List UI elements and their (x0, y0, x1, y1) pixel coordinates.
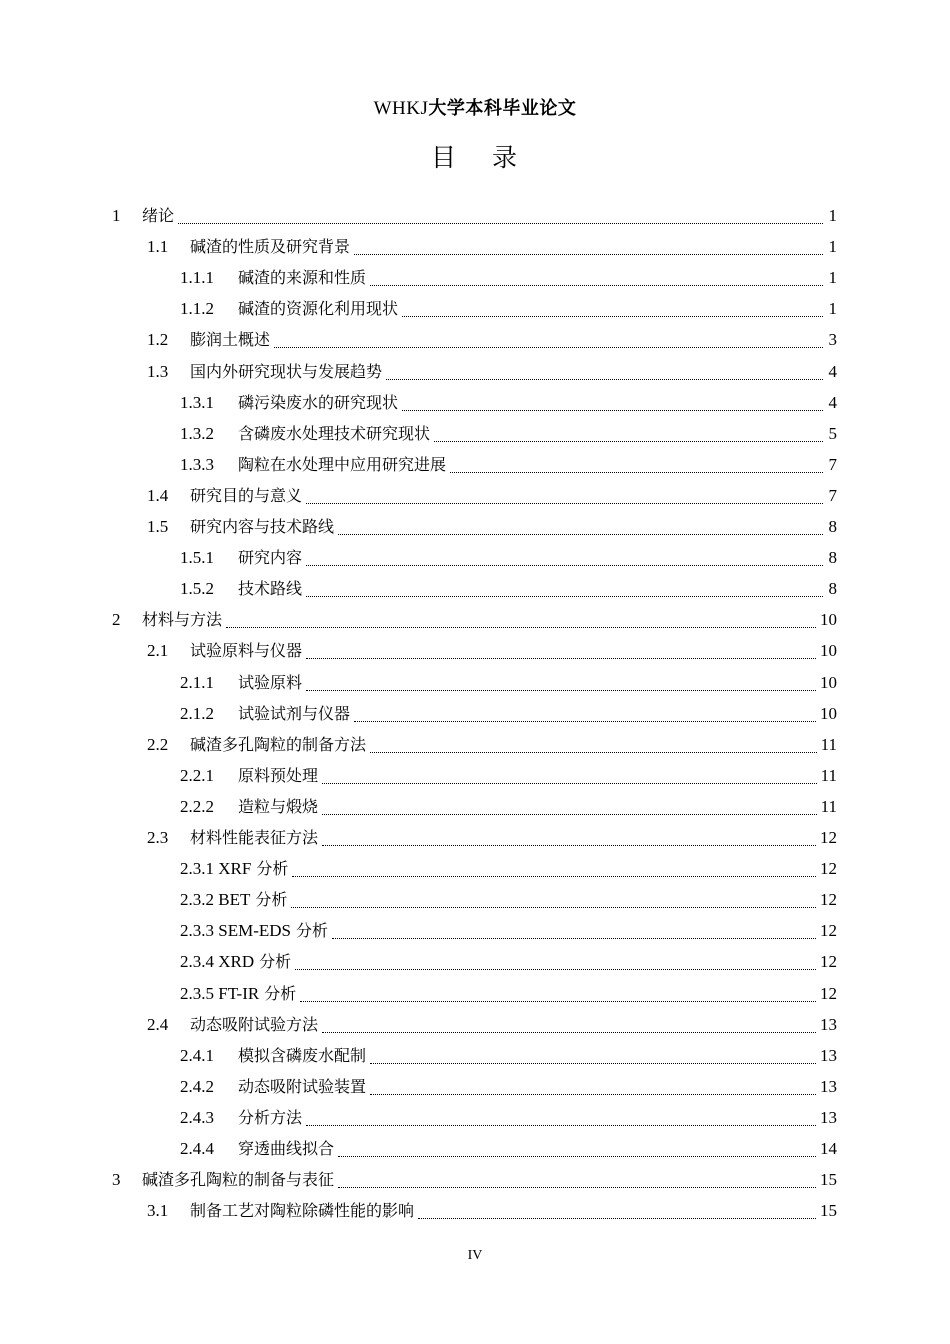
dot-leader (370, 1093, 816, 1095)
toc-entry-number: 1.4 (147, 485, 169, 505)
toc-entry-page: 13 (820, 1107, 837, 1127)
toc-entry-title: 分析 (255, 890, 288, 910)
toc-entry-title: 分析方法 (238, 1107, 303, 1127)
toc-entry-number: 2.1.2 (180, 703, 214, 723)
toc-entry-number: 1.5.1 (180, 548, 214, 568)
toc-entry-number: 2.1 (147, 641, 169, 661)
toc-entry[interactable] (180, 296, 837, 324)
toc-entry-title: 国内外研究现状与发展趋势 (190, 361, 383, 381)
toc-entry-number: 2 (112, 610, 121, 630)
toc-entry-page: 10 (820, 703, 837, 723)
toc-entry-number: 2.3.3 SEM-EDS (180, 921, 291, 941)
toc-entry-number: 2.2 (147, 734, 169, 754)
toc-entry-title: 技术路线 (238, 579, 303, 599)
toc-entry-title: 研究内容与技术路线 (190, 517, 335, 536)
toc-entry-page: 11 (820, 734, 837, 754)
toc-entry-page: 11 (820, 796, 837, 816)
dot-leader (434, 440, 823, 442)
toc-entry[interactable] (147, 234, 837, 262)
toc-entry-page: 12 (820, 983, 837, 1003)
toc-entry-page: 7 (828, 454, 837, 474)
dot-leader (306, 564, 823, 566)
toc-entry-title: 含磷废水处理技术研究现状 (238, 423, 431, 443)
toc-entry-title: 分析 (295, 921, 328, 941)
toc-entry-number: 1.1.1 (180, 268, 214, 288)
toc-entry-page: 8 (828, 548, 837, 568)
toc-entry[interactable] (147, 638, 837, 666)
toc-entry-page: 10 (820, 610, 837, 630)
toc-entry-number: 3.1 (147, 1201, 169, 1221)
toc-entry[interactable] (180, 1105, 837, 1133)
toc-entry-page: 7 (828, 485, 837, 505)
toc-entry[interactable] (180, 949, 837, 977)
toc-entry-title: 原料预处理 (238, 765, 319, 785)
toc-entry-title: 碱渣的性质及研究背景 (190, 237, 351, 257)
header-title: 大学本科毕业论文 (428, 98, 577, 119)
toc-entry-title: 碱渣的来源和性质 (238, 268, 367, 288)
toc-entry-number: 2.4 (147, 1014, 169, 1034)
toc-entry-number: 1.3.1 (180, 392, 214, 412)
toc-entry-title: 碱渣多孔陶粒的制备与表征 (142, 1170, 335, 1190)
dot-leader (322, 782, 817, 784)
toc-entry[interactable] (180, 856, 837, 884)
toc-entry-number: 2.3.1 XRF (180, 859, 252, 879)
toc-entry-page: 1 (828, 299, 837, 319)
toc-entry[interactable] (112, 203, 837, 231)
dot-leader (338, 1155, 816, 1157)
toc-entry[interactable] (147, 1012, 837, 1040)
toc-entry-title: 动态吸附试验装置 (238, 1076, 367, 1096)
dot-leader (306, 689, 816, 691)
toc-entry-number: 2.2.2 (180, 796, 214, 816)
toc-entry[interactable] (180, 918, 837, 946)
toc-entry-number: 2.3.2 BET (180, 890, 251, 910)
dot-leader (306, 1124, 816, 1126)
toc-entry[interactable] (180, 390, 837, 418)
toc-entry-number: 2.4.2 (180, 1076, 214, 1096)
toc-entry-title: 制备工艺对陶粒除磷性能的影响 (190, 1201, 415, 1221)
dot-leader (178, 222, 823, 224)
toc-entry-title: 试验原料 (238, 672, 303, 692)
header-prefix: WHKJ (373, 98, 429, 119)
toc-entry-page: 4 (828, 361, 837, 381)
dot-leader (295, 968, 816, 970)
toc-entry[interactable] (147, 1198, 837, 1226)
toc-entry[interactable] (112, 607, 837, 635)
toc-entry-title: 材料与方法 (142, 610, 223, 630)
toc-entry-page: 4 (828, 392, 837, 412)
toc-title-char-1: 目 (430, 143, 458, 172)
toc-entry-page: 12 (820, 859, 837, 879)
toc-entry-number: 2.2.1 (180, 765, 214, 785)
toc-entry[interactable] (180, 452, 837, 480)
toc-entry-title: 试验试剂与仪器 (238, 703, 351, 723)
toc-entry-page: 12 (820, 952, 837, 972)
toc-entry[interactable] (147, 483, 837, 511)
toc-entry-page: 12 (820, 921, 837, 941)
dot-leader (354, 720, 816, 722)
toc-entry[interactable] (180, 701, 837, 729)
toc-entry[interactable] (180, 421, 837, 449)
toc-entry[interactable] (180, 1043, 837, 1071)
dot-leader (292, 875, 816, 877)
toc-entry-title: 研究内容 (238, 548, 303, 568)
dot-leader (322, 813, 817, 815)
dot-leader (354, 253, 823, 255)
toc-entry[interactable] (180, 981, 837, 1009)
dot-leader (386, 378, 823, 380)
toc-entry-page: 15 (820, 1201, 837, 1221)
toc-entry-number: 1.1.2 (180, 299, 214, 319)
toc-entry[interactable] (147, 732, 837, 760)
toc-entry[interactable] (180, 1074, 837, 1102)
toc-entry-page: 8 (828, 517, 837, 536)
toc-entry-page: 15 (820, 1170, 837, 1190)
dot-leader (370, 284, 823, 286)
toc-entry-title: 穿透曲线拟合 (238, 1139, 335, 1158)
toc-entry[interactable] (180, 887, 837, 915)
toc-entry[interactable] (112, 1167, 837, 1195)
toc-entry-number: 2.3.4 XRD (180, 952, 255, 972)
toc-entry-page: 8 (828, 579, 837, 599)
toc-entry-number: 1 (112, 206, 121, 225)
toc-entry-page: 1 (828, 237, 837, 257)
dot-leader (450, 471, 823, 473)
dot-leader (338, 533, 823, 535)
toc-entry-title: 碱渣多孔陶粒的制备方法 (190, 734, 367, 754)
dot-leader (402, 409, 823, 411)
dot-leader (322, 1031, 816, 1033)
toc-entry-number: 3 (112, 1170, 121, 1190)
toc-entry-page: 11 (820, 765, 837, 785)
toc-entry-title: 碱渣的资源化利用现状 (238, 299, 399, 319)
toc-entry[interactable] (180, 576, 837, 604)
toc-entry-number: 1.3 (147, 361, 169, 381)
toc-title-char-2: 录 (492, 143, 520, 172)
toc-entry-number: 1.1 (147, 237, 169, 257)
dot-leader (226, 626, 816, 628)
toc-entry-number: 1.5 (147, 517, 169, 536)
toc-entry-title: 研究目的与意义 (190, 485, 303, 505)
toc-entry-title: 动态吸附试验方法 (190, 1014, 319, 1034)
dot-leader (322, 844, 816, 846)
dot-leader (291, 906, 816, 908)
toc-entry[interactable] (180, 545, 837, 573)
toc-entry[interactable] (180, 265, 837, 293)
toc-entry-title: 绪论 (142, 206, 175, 225)
toc-entry-page: 12 (820, 828, 837, 847)
toc-entry-number: 1.3.3 (180, 454, 214, 474)
toc-entry-page: 10 (820, 672, 837, 692)
toc-entry-page: 3 (828, 330, 837, 350)
toc-entry-page: 1 (828, 206, 837, 225)
toc-entry[interactable] (180, 670, 837, 698)
toc-entry-page: 14 (820, 1139, 837, 1158)
dot-leader (306, 502, 823, 504)
toc-entry-title: 膨润土概述 (190, 330, 271, 350)
dot-leader (402, 315, 823, 317)
toc-entry-page: 10 (820, 641, 837, 661)
dot-leader (306, 657, 816, 659)
toc-entry[interactable] (180, 1136, 837, 1164)
dot-leader (274, 346, 823, 348)
toc-entry-title: 分析 (264, 983, 297, 1003)
toc-entry-number: 2.3 (147, 828, 169, 847)
dot-leader (338, 1186, 816, 1188)
toc-entry-number: 1.2 (147, 330, 169, 350)
toc-entry-title: 试验原料与仪器 (190, 641, 303, 661)
toc-entry-title: 陶粒在水处理中应用研究进展 (238, 454, 447, 474)
toc-entry-title: 分析 (256, 859, 289, 879)
toc-entry-number: 2.4.4 (180, 1139, 214, 1158)
page-number: IV (467, 1248, 483, 1263)
toc-entry-number: 1.3.2 (180, 423, 214, 443)
dot-leader (370, 751, 817, 753)
toc-entry-number: 2.3.5 FT-IR (180, 983, 260, 1003)
toc-entry[interactable] (147, 327, 837, 355)
dot-leader (370, 1062, 816, 1064)
toc-entry-number: 2.4.3 (180, 1107, 214, 1127)
toc-entry-page: 5 (828, 423, 837, 443)
toc-entry-page: 12 (820, 890, 837, 910)
toc-entry-page: 13 (820, 1014, 837, 1034)
dot-leader (418, 1217, 816, 1219)
document-header (0, 94, 950, 120)
toc-entry-number: 2.1.1 (180, 672, 214, 692)
toc-entry[interactable] (147, 825, 837, 853)
toc-title (0, 138, 950, 174)
toc-entry[interactable] (147, 359, 837, 387)
toc-entry-title: 分析 (259, 952, 292, 972)
toc-entry-title: 材料性能表征方法 (190, 828, 319, 847)
toc-entry[interactable] (180, 794, 837, 822)
toc-entry-title: 造粒与煅烧 (238, 796, 319, 816)
toc-entry[interactable] (147, 514, 837, 542)
dot-leader (300, 1000, 816, 1002)
toc-entry-page: 1 (828, 268, 837, 288)
toc-entry-page: 13 (820, 1045, 837, 1065)
toc-entry[interactable] (180, 763, 837, 791)
dot-leader (306, 595, 823, 597)
dot-leader (332, 937, 816, 939)
toc-entry-number: 2.4.1 (180, 1045, 214, 1065)
toc-entry-page: 13 (820, 1076, 837, 1096)
toc-entry-title: 模拟含磷废水配制 (238, 1045, 367, 1065)
toc-entry-number: 1.5.2 (180, 579, 214, 599)
toc-entry-title: 磷污染废水的研究现状 (238, 392, 399, 412)
